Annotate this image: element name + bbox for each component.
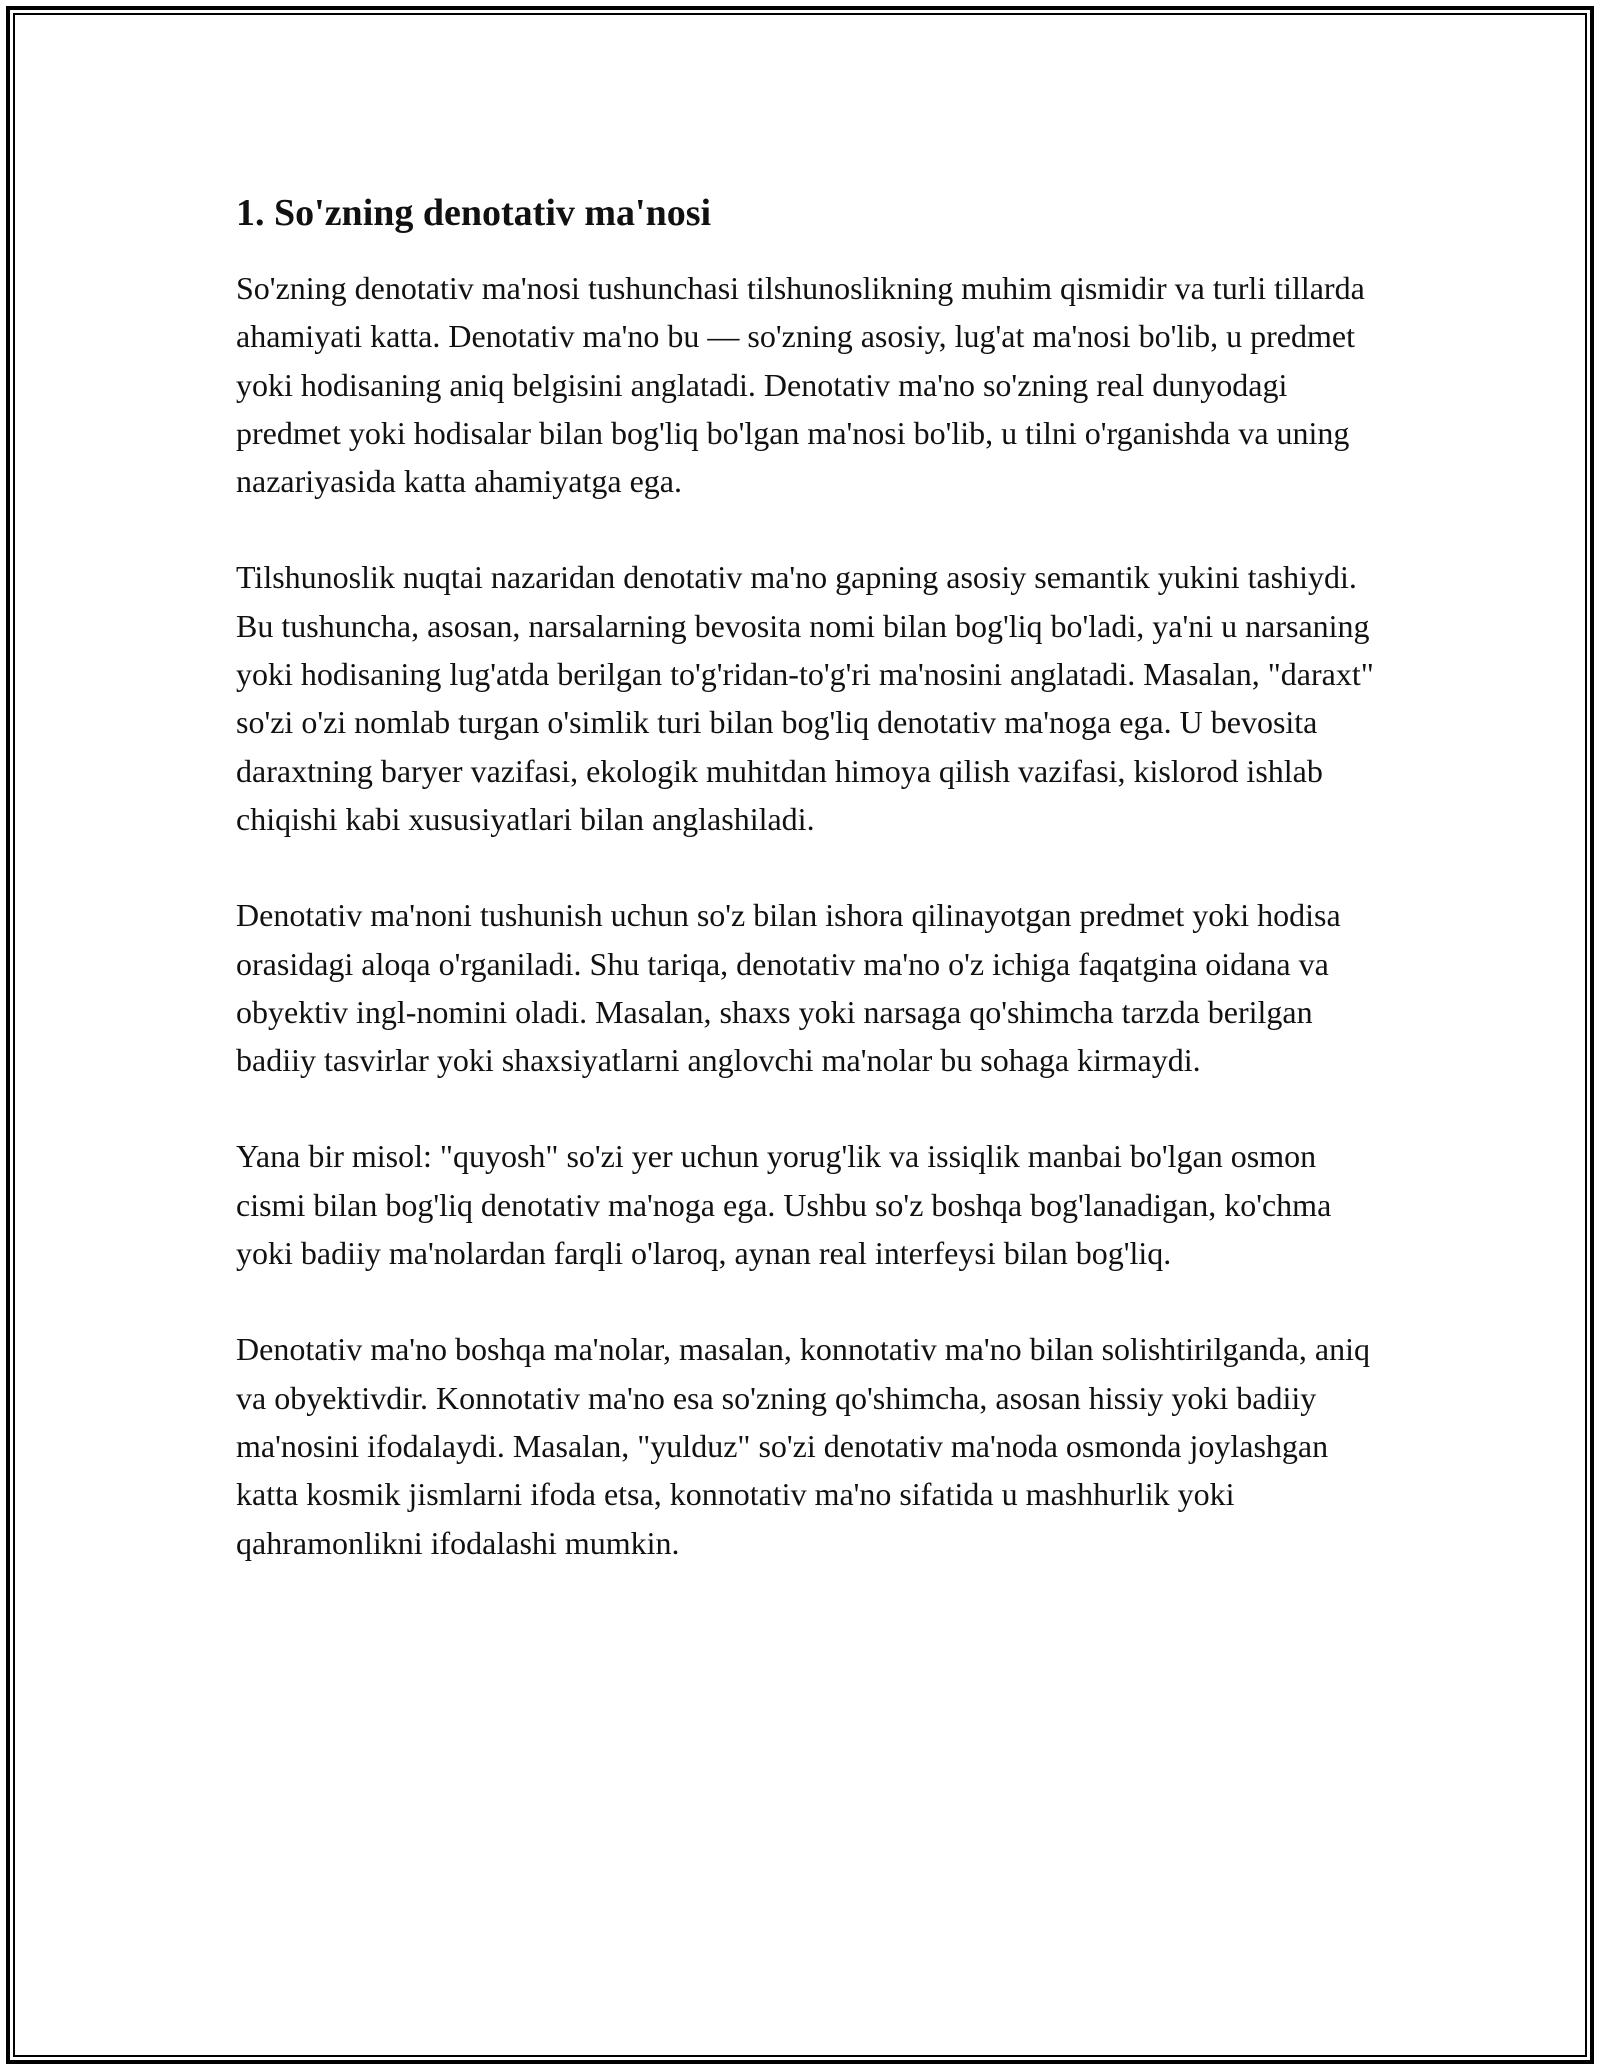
- paragraph-understanding: Denotativ ma'noni tushunish uchun so'z bilan ishora qilinayotgan predmet yoki hodisa orasidagi aloqa o'rganiladi. Shu tariqa, denotativ ma'no o'z ichiga faqatgina oidana va obyektiv ingl-nomini oladi. Masalan, shaxs yoki narsaga qo'shimcha tarzda berilgan badiiy tasvirlar yoki shaxsiyatlarni anglovchi ma'nolar bu sohaga kirmaydi.: [236, 897, 1341, 1079]
- paragraph-example: Yana bir misol: "quyosh" so'zi yer uchun yorug'lik va issiqlik manbai bo'lgan osmon cismi bilan bog'liq denotativ ma'noga ega. Ushbu so'z boshqa bog'lanadigan, ko'chma yoki badiiy ma'nolardan farqli o'laroq, aynan real interfeysi bilan bog'liq.: [236, 1138, 1332, 1272]
- document-body: [236, 188, 1376, 1567]
- paragraph-linguistic-view: Tilshunoslik nuqtai nazaridan denotativ ma'no gapning asosiy semantik yukini tashiydi. Bu tushuncha, asosan, narsalarning bevosita nomi bilan bog'liq bo'ladi, ya'ni u narsaning yoki hodisaning lug'atda berilgan to'g'ridan-to'g'ri ma'nosini anglatadi. Masalan, "daraxt" so'zi o'zi nomlab turgan o'simlik turi bilan bog'liq denotativ ma'noga ega. U bevosita daraxtning baryer vazifasi, ekologik muhitdan himoya qilish vazifasi, kislorod ishlab chiqishi kabi xususiyatlari bilan anglashiladi.: [236, 559, 1374, 837]
- paragraph-definition: So'zning denotativ ma'nosi tushunchasi tilshunoslikning muhim qismidir va turli tillarda ahamiyati katta. Denotativ ma'no bu — so'zning asosiy, lug'at ma'nosi bo'lib, u predmet yoki hodisaning aniq belgisini anglatadi. Denotativ ma'no so'zning real dunyodagi predmet yoki hodisalar bilan bog'liq bo'lgan ma'nosi bo'lib, u tilni o'rganishda va uning nazariyasida katta ahamiyatga ega.: [236, 270, 1365, 500]
- paragraph-comparison: Denotativ ma'no boshqa ma'nolar, masalan, konnotativ ma'no bilan solishtirilganda, aniq va obyektivdir. Konnotativ ma'no esa so'zning qo'shimcha, asosan hissiy yoki badiiy ma'nosini ifodalaydi. Masalan, "yulduz" so'zi denotativ ma'noda osmonda joylashgan katta kosmik jismlarni ifoda etsa, konnotativ ma'no sifatida u mashhurlik yoki qahramonlikni ifodalashi mumkin.: [236, 1331, 1370, 1561]
- section-heading: 1. So'zning denotativ ma'nosi: [236, 192, 712, 234]
